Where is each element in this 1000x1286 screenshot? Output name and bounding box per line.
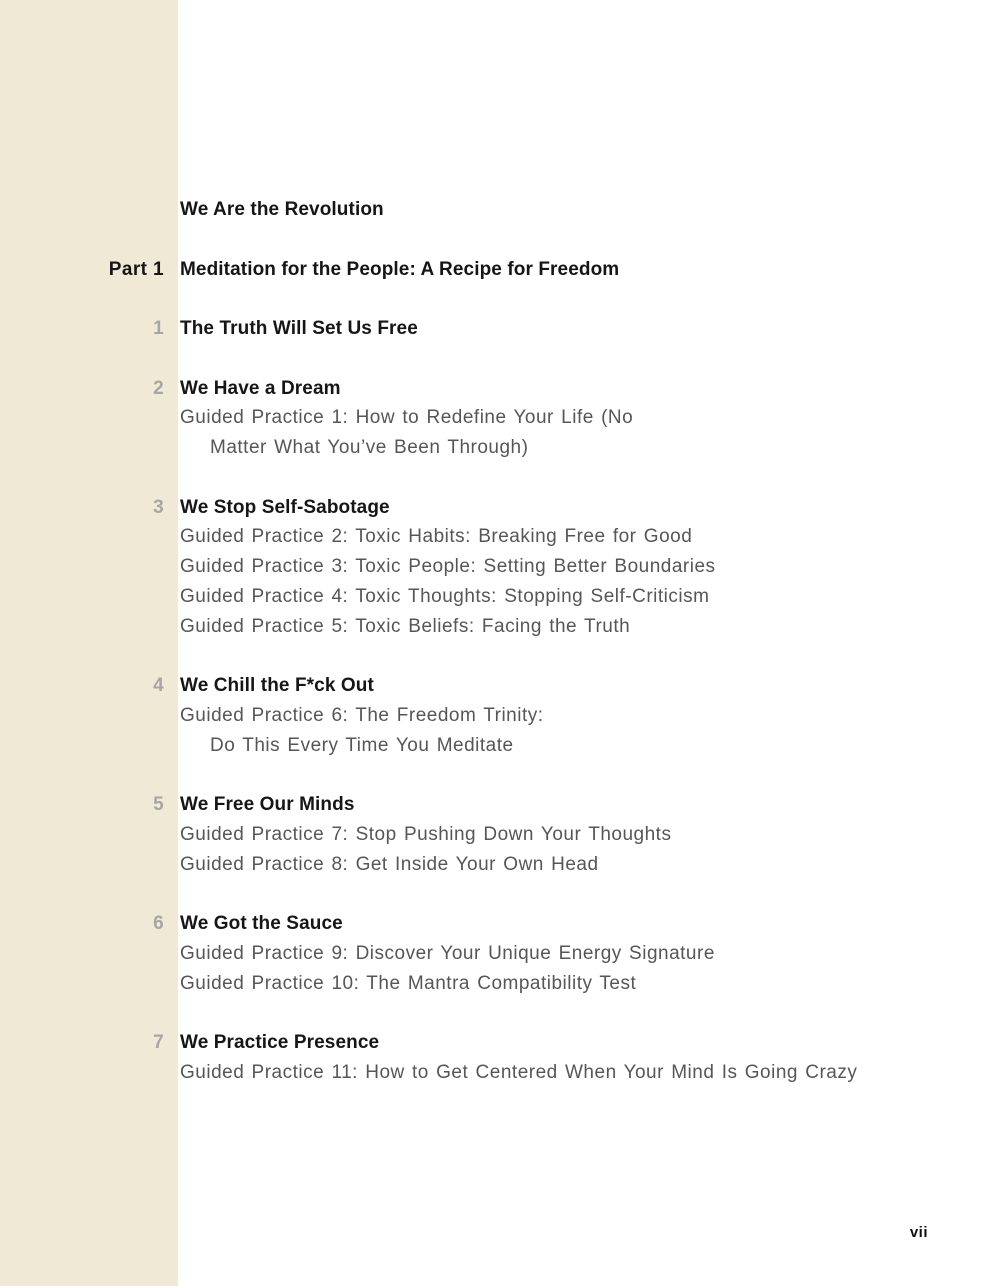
chapter-number: 3 — [153, 496, 164, 518]
chapter-title: We Stop Self-Sabotage — [180, 496, 390, 518]
chapter-title: We Free Our Minds — [180, 794, 355, 815]
front-entry-number — [0, 195, 164, 225]
chapter-number: 4 — [153, 675, 164, 696]
chapter-number: 6 — [153, 913, 164, 934]
chapter-title: We Chill the F*ck Out — [180, 675, 374, 696]
chapter-entry — [0, 671, 900, 760]
guided-practice-line: Guided Practice 3: Toxic People: Setting Better Boundaries — [180, 556, 716, 577]
part-label: Part 1 — [108, 258, 164, 280]
guided-practice-line: Guided Practice 7: Stop Pushing Down Your Thoughts — [180, 823, 672, 845]
table-of-contents — [0, 195, 900, 1117]
guided-practice-line: Guided Practice 6: The Freedom Trinity: — [180, 704, 544, 726]
chapter-number: 1 — [153, 318, 164, 339]
guided-practice-continuation: Matter What You’ve Been Through) — [210, 437, 529, 458]
chapter-entry — [0, 1028, 900, 1088]
chapter-title: We Have a Dream — [180, 377, 341, 399]
guided-practice-line: Guided Practice 8: Get Inside Your Own Head — [180, 853, 599, 875]
front-matter-entry — [0, 195, 900, 225]
part-title: Meditation for the People: A Recipe for Freedom — [180, 258, 620, 280]
front-entry-title: We Are the Revolution — [180, 199, 384, 220]
guided-practice-line: Guided Practice 5: Toxic Beliefs: Facing the Truth — [180, 615, 631, 637]
chapter-entry — [0, 314, 900, 344]
guided-practice-line: Guided Practice 9: Discover Your Unique Energy Signature — [180, 942, 715, 964]
guided-practice-line: Guided Practice 11: How to Get Centered When Your Mind Is Going Crazy — [180, 1061, 858, 1083]
part-entry — [0, 255, 900, 285]
guided-practice-line: Guided Practice 2: Toxic Habits: Breaking Free for Good — [180, 526, 693, 548]
guided-practice-line: Guided Practice 1: How to Redefine Your Life (No — [180, 407, 634, 429]
guided-practice-line: Guided Practice 10: The Mantra Compatibility Test — [180, 972, 637, 994]
chapter-title: The Truth Will Set Us Free — [180, 318, 418, 339]
chapter-entry — [0, 374, 900, 463]
guided-practice-line: Guided Practice 4: Toxic Thoughts: Stopping Self-Criticism — [180, 585, 710, 607]
chapter-title: We Practice Presence — [180, 1032, 380, 1053]
chapter-entry — [0, 790, 900, 879]
chapter-number: 2 — [153, 377, 164, 399]
page-number: vii — [909, 1224, 928, 1241]
chapter-number: 5 — [153, 794, 164, 815]
chapter-entry — [0, 493, 900, 642]
chapter-title: We Got the Sauce — [180, 913, 343, 934]
chapter-number: 7 — [153, 1032, 164, 1053]
chapter-entry — [0, 909, 900, 998]
guided-practice-continuation: Do This Every Time You Meditate — [210, 734, 514, 756]
